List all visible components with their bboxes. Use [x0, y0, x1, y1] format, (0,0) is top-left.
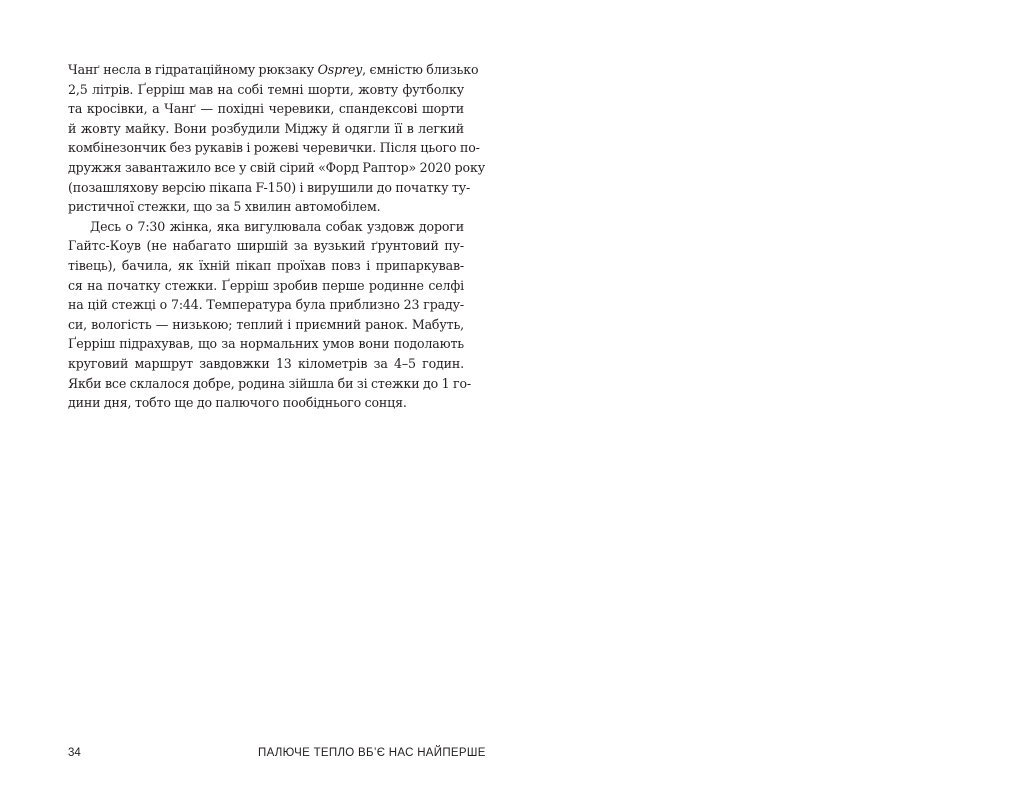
text-line: (позашляхову версію пікапа F-150) і вирушили до початку ту-: [68, 179, 471, 195]
text-line: ся на початку стежки. Ґерріш зробив перше родинне селфі: [68, 277, 464, 293]
text-line: ристичної стежки, що за 5 хвилин автомобілем.: [68, 199, 381, 215]
text-run: Чанґ несла в гідратаційному рюкзаку: [68, 62, 318, 77]
text-line: та кросівки, а Чанґ — похідні черевики, спандексові шорти: [68, 101, 464, 117]
text-line: й жовту майку. Вони розбудили Міджу й одягли її в легкий: [68, 120, 464, 136]
text-line: Десь о 7:30 жінка, яка вигулювала собак уздовж дороги: [90, 218, 464, 234]
page-number: 34: [68, 747, 81, 759]
text-line: на цій стежці о 7:44. Температура була приблизно 23 граду-: [68, 297, 464, 313]
text-line: Ґерріш підрахував, що за нормальних умов вони подолають: [68, 336, 464, 352]
text-line: Гайтс-Коув (не набагато ширшій за вузький ґрунтовий пу-: [68, 238, 464, 254]
paragraph-1: [68, 60, 485, 217]
paragraph-2: [68, 217, 471, 413]
text-line: круговий маршрут завдовжки 13 кілометрів за 4–5 годин.: [68, 355, 464, 371]
text-line: комбінезончик без рукавів і рожеві черевички. Після цього по-: [68, 140, 480, 156]
text-run: , ємністю близько: [362, 62, 479, 77]
body-text: [68, 60, 485, 413]
text-line: дружжя завантажило все у свій сірий «Форд Раптор» 2020 року: [68, 159, 485, 175]
text-line: дини дня, тобто ще до палючого пообіднього сонця.: [68, 395, 407, 411]
text-line: си, вологість — низькою; теплий і приємний ранок. Мабуть,: [68, 316, 464, 332]
text-line: тівець), бачила, як їхній пікап проїхав повз і припаркував-: [68, 257, 464, 273]
text-line: 2,5 літрів. Ґерріш мав на собі темні шорти, жовту футболку: [68, 81, 464, 97]
running-title: ПАЛЮЧЕ ТЕПЛО ВБ’Є НАС НАЙПЕРШЕ: [258, 747, 486, 759]
text-line: [68, 60, 479, 80]
italic-brand-name: Osprey: [317, 62, 363, 77]
text-line: Якби все склалося добре, родина зійшла би зі стежки до 1 го-: [68, 375, 471, 391]
